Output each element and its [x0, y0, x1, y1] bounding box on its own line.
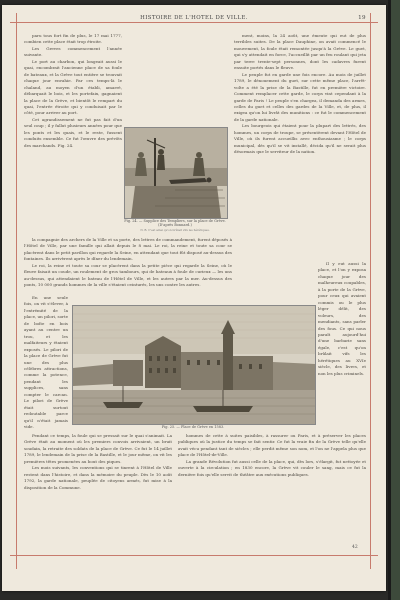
text-column-middle: [24, 237, 232, 295]
figure-execution-engraving: [124, 127, 228, 219]
page-number: 19: [358, 15, 366, 21]
running-title: HISTOIRE DE L'HOTEL DE VILLE.: [140, 15, 248, 21]
text-column-right-top: [234, 33, 366, 259]
paragraph: La grande Révolution fut aussi celle de la place, qui, dès lors, s'élargit, fut nettoyée et ouverte à la circulation ; en 1830 encore, la Grève vit couler le sang, mais ce fut la dernière fois qu'elle servit de théâtre aux exécutions publiques.: [178, 458, 366, 477]
figure-2-caption: Fig. 25. — Place de Grève en 1583.: [161, 425, 225, 429]
left-rule: [16, 13, 17, 569]
paragraph: Les bourgeois qui étaient pour la plupart des lettrés, des hommes, un corps de troupe, se présentèrent devant l'Hôtel de Ville, où ils furent accueillis avec enthousiasme ; le corps municipal, dés qu'il se vit installé, décida qu'il ne serait plus désormais que le serviteur de la nation.: [234, 123, 366, 155]
page-edge-shadow: [388, 0, 391, 600]
book-page: [2, 5, 386, 591]
paragraph: ment, moins, la 24 août, une émeute qui eut de plus terribles suites. De la place Dauphine, on avait commencé le mouvement, la foule était remontée jusqu'à la Grève. Le guet, qui s'y attendait en force, l'accueillit par un feu roulant qui jeta par terre trente-sept personnes, dont les cadavres furent ensuite portés dans le fleuve.: [234, 33, 366, 71]
text-column-bottom-left: [24, 433, 172, 545]
paragraph: Il y eut aussi la place, et l'on y exposa chaque jour des malheureux coupables, à la porte de la Grève, pour ceux qui avaient commis ou le plus léger délit, des voleurs, des mendiants, sans parler des fous. Ce qui nous paraît aujourd'hui d'une barbarie sans égale, c'est qu'on brûlait vifs les hérétiques au XVIe siècle, des livres, et non les plus criminels.: [318, 261, 366, 376]
paragraph: Le port au charbon, qui longeait aussi le quai, encombrait l'ancienne place de sa foule de bateaux, et la Grève tout entière se trouvait chaque jour envahie. Par ces temps-là le chaland, au moyen d'un établi, amarré, débarquait le bois, et les portefaix, gagnaient la place de la Grève, et bientôt le rempart du quai, l'entrée étroite qui y conduisait par le côté, pour arriver au port.: [24, 58, 122, 116]
paragraph: hommes de cette à suites paisibles, à rassurer ou Paris, et à préserver les places publiques où la justice du temps se fait sentir. Ce fut la vraie fin de la Grève telle qu'elle avait vécu pendant tant de siècles ; elle perdit même son nom, et l'on ne l'appela plus que place de l'Hôtel-de-Ville.: [178, 433, 366, 458]
engraving-illustration: [125, 128, 227, 218]
paragraph: Pendant ce temps, la foule qui se pressait sur le quai s'animait. La Grève était au moment où les premiers convois arrivaient, un bruit soudain, la retraite des soldats de la place de Grève. Ce fut le 14 juillet 1789, le lendemain de la prise de la Bastille, et le jour même, on vit les premières têtes promenées au bout des piques.: [24, 433, 172, 464]
running-header: [2, 15, 386, 25]
text-column-bottom-right: [178, 433, 366, 545]
text-column-left-narrow: [24, 295, 68, 430]
paragraph: Les Greves commencement l'année suivante.: [24, 45, 122, 58]
bottom-rule: [10, 555, 378, 556]
text-column-right-narrow: [318, 261, 366, 415]
right-rule: [370, 13, 371, 569]
paragraph: Le peuple fut en garde une fois encore. Au mois de juillet 1789, le dénouement du guet, sur cette même place, l'arrêt-volte a été la prise de la Bastille, fut en première victoire. Comment remplacer cette garde, le corps vint cependant à la garde de Paris ! Le peuple s'en chargea, il demanda des armes, celles du guet et celles des gardes de la Ville, et, de plus, il exigea qu'on lui livrât des munitions : ce fut le commencement de la garde nationale.: [234, 71, 366, 122]
figure-1-subcaption: N. B. C'est ainsi qu'on brûlait vifs les hérétiques.: [140, 228, 210, 232]
paragraph: Le roi, la reine et toute sa cour se placèrent dans la petite pièce qui regarde la Seine, où le fleuve faisait un coude, un roulement de gros tambours, qui de bateaux à foule de curieux — les uns au-dessus, qui attendaient le bateau de l'Hôtel de Ville, et les autres par la mer. Au-dessus des ponts, 10 000 grands hommes de la ville s'étaient ceinturés, les uns contre les autres.: [24, 262, 232, 288]
paragraph: Les mois suivants, les conventions qui se tinrent à l'Hôtel de Ville restent dans l'histoire, et dans la mémoire du peuple. Dès le 10 août 1792, la garde nationale, peuplée de citoyens armés, fut mise à la disposition de la Commune.: [24, 465, 172, 490]
paragraph: paru tous fort fin de plus, le 17 mai 1777, combien cette place était trop étroite.: [24, 33, 122, 45]
signature-mark: 42: [352, 545, 358, 550]
city-view-illustration: [73, 306, 315, 424]
figure-place-de-greve-engraving: [72, 305, 316, 425]
paragraph: En une seule fois, on vit s'élever, à l'extrémité de la place, un pilori, sorte de boîte en bois ayant au centre un trou, et les malfaiteurs y étaient exposés. Le pilori de la place de Grève fut une des plus célèbres attractions, comme la potence, pendant les supplices, sans compter le carcan. Le pilori de Grève était surtout redoutable parce qu'il n'était jamais vide.: [24, 295, 68, 430]
paragraph: la compagnie des archers de la Ville et sa porte, des lettres de commandement, furent déposés à l'Hôtel de Ville, par une famille qui allait depuis le 8 mai. Le roi, la reine et toute sa cour se placèrent dans le petit pavillon qui regarde la Seine, en attendant que tout fût disposé au-dessus des fontaines. Ils arrivèrent après le dîner du lendemain.: [24, 237, 232, 262]
paragraph: Cet agrandissement ne fut pas fait d'un seul coup ; il y fallut plusieurs années pour que les ponts et les quais, et le reste, fussent conduits ensemble. Ce fut l'œuvre des prévôts des marchands. Fig. 24.: [24, 116, 122, 148]
text-column-left-top: [24, 33, 122, 259]
figure-1-caption: Fig. 24. — Supplice des Templiers, sur la place de Grève. (D'après Bonnard.): [124, 219, 226, 228]
